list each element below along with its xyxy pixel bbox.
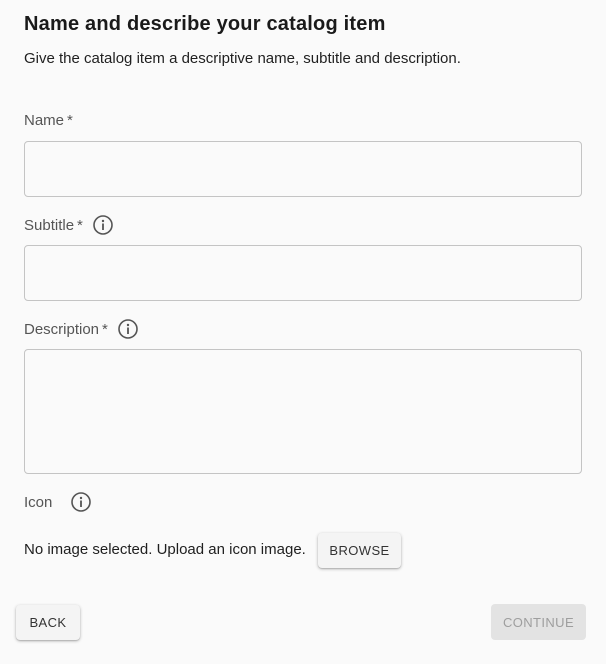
name-required-marker: * — [67, 112, 73, 129]
subtitle-input[interactable] — [24, 245, 582, 301]
subtitle-label — [24, 214, 113, 236]
description-info-icon[interactable] — [118, 319, 138, 339]
name-label-text: Name — [24, 112, 65, 129]
description-textarea[interactable] — [24, 349, 582, 474]
description-label-text: Description — [24, 320, 100, 338]
description-label — [24, 318, 138, 340]
name-label — [24, 112, 73, 129]
name-input[interactable] — [24, 141, 582, 197]
page-description: Give the catalog item a descriptive name, subtitle and description. — [24, 50, 461, 67]
description-required-marker: * — [102, 320, 108, 338]
icon-label-text: Icon — [24, 493, 53, 511]
icon-info-icon[interactable] — [71, 492, 91, 512]
icon-label — [24, 491, 91, 513]
continue-button[interactable]: CONTINUE — [491, 604, 586, 640]
icon-status-text: No image selected. Upload an icon image. — [24, 541, 306, 558]
browse-button[interactable]: BROWSE — [318, 533, 401, 568]
subtitle-info-icon[interactable] — [93, 215, 113, 235]
subtitle-label-text: Subtitle — [24, 216, 75, 234]
page-title: Name and describe your catalog item — [24, 13, 386, 35]
back-button[interactable]: BACK — [16, 605, 80, 640]
subtitle-required-marker: * — [77, 216, 83, 234]
